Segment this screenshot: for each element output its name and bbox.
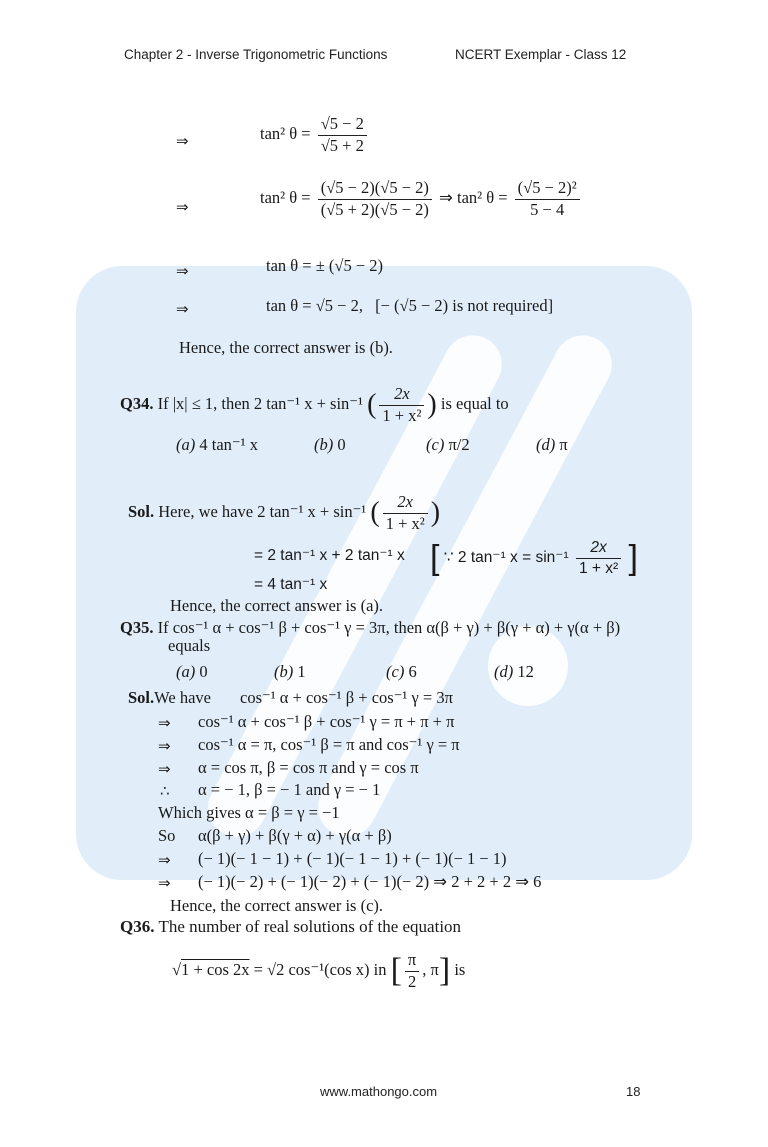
question-text: If cos⁻¹ α + cos⁻¹ β + cos⁻¹ γ = 3π, then α(β + γ) + β(γ + α) + γ(α + β)	[157, 618, 621, 637]
paren-close: )	[430, 497, 441, 528]
option-value: 0	[337, 435, 346, 454]
solution-text: Here, we have 2 tan⁻¹ x + sin⁻¹	[158, 501, 367, 521]
solution-line: α = − 1, β = − 1 and γ = − 1	[198, 780, 381, 799]
solution-q34-line2: = 2 tan⁻¹ x + 2 tan⁻¹ x	[254, 547, 405, 564]
sqrt-radicand: 1 + cos 2x	[181, 959, 250, 979]
running-header-chapter: Chapter 2 - Inverse Trigonometric Functions	[124, 47, 388, 62]
fraction-denominator: 1 + x²	[578, 559, 619, 577]
solution-line: Which gives α = β = γ = −1	[158, 803, 340, 822]
implies-icon: ⇒	[158, 714, 171, 732]
paren-open: (	[370, 497, 380, 528]
fraction-numerator: (√5 − 2)(√5 − 2)	[318, 180, 432, 200]
question-label: Q35.	[120, 618, 154, 637]
solution-label: Sol.	[128, 688, 155, 707]
option-value: π/2	[448, 435, 470, 454]
solution-line: (− 1)(− 2) + (− 1)(− 2) + (− 1)(− 2) ⇒ 2 + 2 + 2 ⇒ 6	[198, 872, 542, 891]
bracket-close: ]	[438, 952, 451, 989]
option-value: π	[559, 435, 568, 454]
option-key: (a)	[176, 435, 196, 454]
implies-icon: ⇒	[158, 760, 171, 778]
equation-rhs: = √2 cos⁻¹(cos x) in	[253, 959, 387, 979]
answer-q35: Hence, the correct answer is (c).	[170, 896, 384, 915]
option-key: (a)	[176, 662, 196, 681]
solution-line: cos⁻¹ α + cos⁻¹ β + cos⁻¹ γ = 3π	[240, 688, 453, 707]
question-text-tail: is equal to	[440, 393, 509, 413]
therefore-icon: ∴	[160, 782, 170, 800]
fraction-numerator: √5 − 2	[318, 116, 367, 136]
interval-end: , π	[422, 959, 439, 979]
so-label: So	[158, 826, 176, 845]
solution-q34-line1	[128, 494, 440, 532]
bracket-close: ]	[628, 539, 638, 577]
option-key: (d)	[536, 435, 556, 454]
fraction	[379, 386, 424, 424]
equation-line-2	[260, 180, 583, 218]
fraction	[405, 952, 419, 990]
question-q35-cont: equals	[168, 636, 211, 655]
fraction-denominator: 1 + x²	[382, 405, 422, 425]
solution-line: α = cos π, β = cos π and γ = cos π	[198, 758, 419, 777]
option-d	[494, 664, 534, 681]
fraction	[318, 180, 432, 218]
solution-label: Sol.	[128, 501, 155, 521]
equation-mid: ⇒ tan² θ =	[439, 187, 508, 207]
solution-q34-line3: = 4 tan⁻¹ x	[254, 576, 328, 593]
option-value: 12	[517, 662, 534, 681]
equation-note: [− (√5 − 2) is not required]	[375, 296, 554, 315]
option-key: (d)	[494, 662, 514, 681]
option-value: 6	[408, 662, 417, 681]
running-header-book: NCERT Exemplar - Class 12	[455, 47, 627, 62]
fraction-numerator: (√5 − 2)²	[515, 180, 580, 200]
implies-icon: ⇒	[176, 132, 189, 150]
option-value: 1	[297, 662, 306, 681]
footer-website: www.mathongo.com	[320, 1084, 438, 1099]
question-text: If |x| ≤ 1, then 2 tan⁻¹ x + sin⁻¹	[157, 393, 363, 413]
equation-line-3: tan θ = ± (√5 − 2)	[266, 256, 384, 275]
implies-icon: ⇒	[158, 737, 171, 755]
equation-lhs: tan² θ =	[260, 123, 311, 143]
fraction	[576, 540, 621, 576]
question-q34	[120, 386, 509, 424]
option-key: (c)	[386, 662, 405, 681]
implies-icon: ⇒	[176, 262, 189, 280]
question-q35	[120, 620, 620, 637]
implies-icon: ⇒	[176, 198, 189, 216]
question-label: Q36.	[120, 917, 155, 936]
solution-line: cos⁻¹ α = π, cos⁻¹ β = π and cos⁻¹ γ = π	[198, 735, 460, 754]
answer-q34: Hence, the correct answer is (a).	[170, 596, 384, 615]
fraction-numerator: 2x	[383, 494, 428, 514]
bracket-open: [	[390, 952, 402, 989]
fraction-numerator: π	[405, 952, 419, 972]
fraction-denominator: √5 + 2	[320, 135, 364, 155]
solution-intro: We have	[154, 688, 211, 707]
fraction	[318, 116, 367, 154]
option-c	[386, 664, 417, 681]
equation-line-1	[260, 116, 370, 154]
option-a	[176, 664, 208, 681]
fraction-denominator: 1 + x²	[385, 513, 425, 533]
paren-open: (	[367, 389, 377, 420]
equation-result: tan θ = √5 − 2,	[266, 296, 363, 315]
solution-line: α(β + γ) + β(γ + α) + γ(α + β)	[198, 826, 392, 845]
question-q36-equation	[172, 952, 465, 990]
implies-icon: ⇒	[176, 300, 189, 318]
option-a	[176, 437, 258, 454]
option-d	[536, 437, 568, 454]
option-b	[274, 664, 306, 681]
answer-q33: Hence, the correct answer is (b).	[179, 338, 393, 357]
fraction	[515, 180, 580, 218]
sqrt-icon: √	[172, 959, 182, 979]
question-label: Q34.	[120, 393, 154, 413]
fraction-numerator: 2x	[576, 540, 621, 559]
fraction-denominator: 2	[407, 971, 417, 991]
option-b	[314, 437, 346, 454]
question-text: The number of real solutions of the equation	[158, 917, 462, 936]
footer-page-number: 18	[626, 1084, 641, 1099]
equation-line-4	[266, 298, 553, 315]
option-key: (b)	[274, 662, 294, 681]
fraction-denominator: 5 − 4	[530, 199, 565, 219]
solution-line: cos⁻¹ α + cos⁻¹ β + cos⁻¹ γ = π + π + π	[198, 712, 455, 731]
note-text: ∵ 2 tan⁻¹ x = sin⁻¹	[443, 549, 569, 567]
fraction-denominator: (√5 + 2)(√5 − 2)	[320, 199, 429, 219]
solution-line: (− 1)(− 1 − 1) + (− 1)(− 1 − 1) + (− 1)(− 1 − 1)	[198, 849, 507, 868]
solution-q34-note	[430, 540, 638, 576]
fraction-numerator: 2x	[379, 386, 424, 406]
option-value: 0	[199, 662, 208, 681]
fraction	[383, 494, 428, 532]
equation-lhs: tan² θ =	[260, 187, 311, 207]
question-tail: is	[454, 959, 466, 979]
solution-q35-intro	[128, 690, 211, 707]
option-key: (b)	[314, 435, 334, 454]
option-key: (c)	[426, 435, 445, 454]
option-value: 4 tan⁻¹ x	[199, 435, 258, 454]
bracket-open: [	[430, 539, 440, 577]
implies-icon: ⇒	[158, 851, 171, 869]
paren-close: )	[427, 389, 437, 420]
implies-icon: ⇒	[158, 874, 171, 892]
question-q36	[120, 918, 461, 935]
option-c	[426, 437, 470, 454]
